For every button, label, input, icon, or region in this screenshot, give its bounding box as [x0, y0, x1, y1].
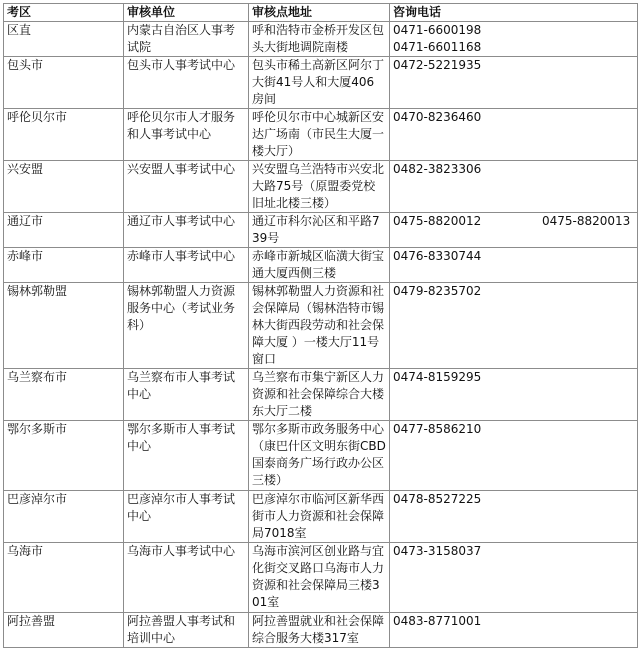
region-cell: 赤峰市 — [4, 248, 124, 283]
phone-number: 0479-8235702 — [393, 284, 482, 298]
unit-cell: 锡林郭勒盟人力资源服务中心（考试业务科） — [124, 283, 249, 369]
phone-cell — [390, 421, 638, 491]
phone-number: 0478-8527225 — [393, 492, 482, 506]
region-cell: 鄂尔多斯市 — [4, 421, 124, 491]
phone-number: 0475-8820012 — [393, 214, 482, 228]
header-phone: 咨询电话 — [390, 4, 638, 22]
phone-number: 0473-3158037 — [393, 544, 482, 558]
table-row — [4, 543, 638, 613]
address-cell: 鄂尔多斯市政务服务中心（康巴什区文明东街CBD国泰商务广场行政办公区三楼） — [249, 421, 390, 491]
header-row — [4, 4, 638, 22]
address-cell: 兴安盟乌兰浩特市兴安北大路75号（原盟委党校旧址北楼三楼） — [249, 161, 390, 213]
phone-cell — [390, 22, 638, 57]
table-row — [4, 369, 638, 421]
unit-cell: 巴彦淖尔市人事考试中心 — [124, 491, 249, 543]
unit-cell: 阿拉善盟人事考试和培训中心 — [124, 613, 249, 648]
table-row — [4, 109, 638, 161]
table-row — [4, 421, 638, 491]
region-cell: 乌海市 — [4, 543, 124, 613]
unit-cell: 兴安盟人事考试中心 — [124, 161, 249, 213]
region-cell: 包头市 — [4, 57, 124, 109]
region-cell: 阿拉善盟 — [4, 613, 124, 648]
region-cell: 巴彦淖尔市 — [4, 491, 124, 543]
phone-number: 0483-8771001 — [393, 614, 482, 628]
address-cell: 乌兰察布市集宁新区人力资源和社会保障综合大楼东大厅二楼 — [249, 369, 390, 421]
table-row — [4, 613, 638, 648]
phone-cell — [390, 369, 638, 421]
table-row — [4, 213, 638, 248]
unit-cell: 呼伦贝尔市人才服务和人事考试中心 — [124, 109, 249, 161]
region-cell: 呼伦贝尔市 — [4, 109, 124, 161]
unit-cell: 乌兰察布市人事考试中心 — [124, 369, 249, 421]
phone-cell — [390, 283, 638, 369]
address-cell: 呼伦贝尔市中心城新区安达广场南（市民生大厦一楼大厅） — [249, 109, 390, 161]
unit-cell: 包头市人事考试中心 — [124, 57, 249, 109]
address-cell: 乌海市滨河区创业路与宜化街交叉路口乌海市人力资源和社会保障局三楼301室 — [249, 543, 390, 613]
phone-cell — [390, 248, 638, 283]
address-cell: 赤峰市新城区临潢大街宝通大厦西侧三楼 — [249, 248, 390, 283]
phone-number: 0476-8330744 — [393, 249, 482, 263]
unit-cell: 鄂尔多斯市人事考试中心 — [124, 421, 249, 491]
phone-number: 0477-8586210 — [393, 422, 482, 436]
table-row — [4, 248, 638, 283]
table-row — [4, 57, 638, 109]
address-cell: 阿拉善盟就业和社会保障综合服务大楼317室 — [249, 613, 390, 648]
phone-number: 0471-6601168 — [393, 40, 482, 54]
unit-cell: 乌海市人事考试中心 — [124, 543, 249, 613]
phone-number: 0471-6600198 — [393, 23, 482, 37]
unit-cell: 通辽市人事考试中心 — [124, 213, 249, 248]
region-cell: 兴安盟 — [4, 161, 124, 213]
header-unit: 审核单位 — [124, 4, 249, 22]
phone-number: 0475-8820013 — [542, 214, 631, 228]
region-cell: 锡林郭勒盟 — [4, 283, 124, 369]
address-cell: 包头市稀土高新区阿尔丁大街41号人和大厦406房间 — [249, 57, 390, 109]
table-row — [4, 22, 638, 57]
table-row — [4, 283, 638, 369]
exam-contact-table — [3, 3, 638, 648]
address-cell: 锡林郭勒盟人力资源和社会保障局（锡林浩特市锡林大街西段劳动和社会保障大厦 ）一楼大厅11号窗口 — [249, 283, 390, 369]
phone-cell — [390, 213, 638, 248]
unit-cell: 内蒙古自治区人事考试院 — [124, 22, 249, 57]
phone-cell — [390, 161, 638, 213]
table-row — [4, 491, 638, 543]
phone-cell — [390, 613, 638, 648]
phone-cell — [390, 57, 638, 109]
phone-cell — [390, 491, 638, 543]
address-cell: 巴彦淖尔市临河区新华西街市人力资源和社会保障局7018室 — [249, 491, 390, 543]
address-cell: 通辽市科尔沁区和平路739号 — [249, 213, 390, 248]
address-cell: 呼和浩特市金桥开发区包头大街地调院南楼 — [249, 22, 390, 57]
phone-number: 0482-3823306 — [393, 162, 482, 176]
phone-number: 0470-8236460 — [393, 110, 482, 124]
phone-number: 0474-8159295 — [393, 370, 482, 384]
region-cell: 乌兰察布市 — [4, 369, 124, 421]
region-cell: 通辽市 — [4, 213, 124, 248]
unit-cell: 赤峰市人事考试中心 — [124, 248, 249, 283]
header-region: 考区 — [4, 4, 124, 22]
phone-cell — [390, 109, 638, 161]
phone-cell — [390, 543, 638, 613]
table-row — [4, 161, 638, 213]
header-address: 审核点地址 — [249, 4, 390, 22]
phone-number: 0472-5221935 — [393, 58, 482, 72]
region-cell: 区直 — [4, 22, 124, 57]
